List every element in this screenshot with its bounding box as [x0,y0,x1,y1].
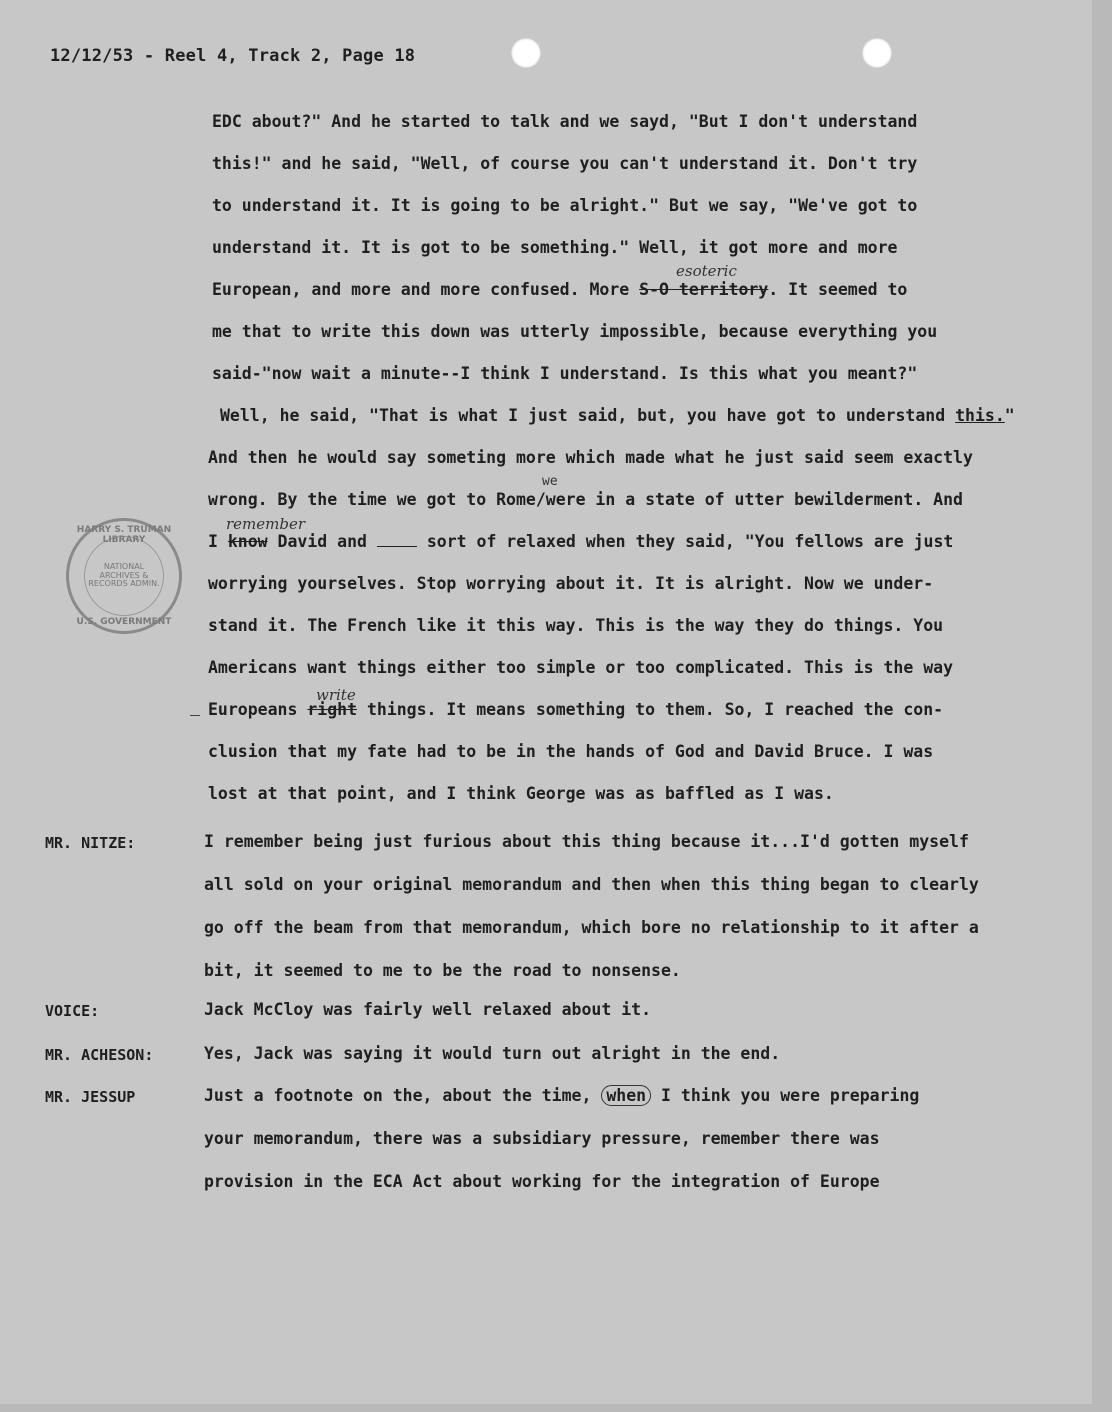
stamp-inner-text: NATIONAL ARCHIVES & RECORDS ADMIN. [84,536,164,616]
body-line: Americans want things either too simple or too complicated. This is the way [208,658,954,677]
body-line [208,700,943,719]
body-line [208,532,953,551]
body-line: understand it. It is got to be something." Well, it got more and more [212,238,898,257]
dialogue-line: your memorandum, there was a subsidiary pressure, remember there was [204,1129,880,1148]
stamp-ring-bottom: U.S. GOVERNMENT [76,617,172,627]
text-segment: Well, he said, "That is what I just said, but, you have got to understand [220,406,956,425]
body-line: lost at that point, and I think George was as baffled as I was. [208,784,834,803]
annotation-we: we [542,474,558,489]
text-segment: wrong. By the time we got to Rome [208,490,536,509]
blank-line [377,534,417,547]
body-line: said-"now wait a minute--I think I understand. Is this what you meant?" [212,364,918,383]
text-segment: sort of relaxed when they said, "You fellows are just [416,532,954,551]
speaker-label: VOICE: [45,1002,100,1020]
dialogue-line: Jack McCloy was fairly well relaxed about it. [204,1000,652,1019]
text-segment: Just a footnote on the, about the time, [204,1086,602,1105]
text-segment: . It seemed to [768,280,908,299]
text-segment: European, and more and more confused. More [212,280,640,299]
body-line: And then he would say someting more which made what he just said seem exactly [208,448,973,467]
dialogue-line: all sold on your original memorandum and then when this thing began to clearly [204,875,979,894]
dialogue-line: I remember being just furious about this thing because it...I'd gotten myself [204,832,969,851]
dialogue-line: go off the beam from that memorandum, which bore no relationship to it after a [204,918,979,937]
text-segment: I [208,532,228,551]
dialogue-line: bit, it seemed to me to be the road to nonsense. [204,961,681,980]
body-line [212,280,907,299]
dialogue-line: Yes, Jack was saying it would turn out alright in the end. [204,1044,781,1063]
text-segment: " [1004,406,1015,425]
annotation-remember: remember [226,515,306,533]
dialogue-line [204,1086,919,1105]
body-line: EDC about?" And he started to talk and we sayd, "But I don't understand [212,112,918,131]
body-line [220,406,1015,425]
body-line [208,490,963,509]
annotation-write: write [316,686,356,704]
body-line: me that to write this down was utterly impossible, because everything you [212,322,938,341]
dialogue-line: provision in the ECA Act about working for the integration of Europe [204,1172,880,1191]
speaker-label: MR. JESSUP [45,1088,136,1106]
body-line: stand it. The French like it this way. This is the way they do things. You [208,616,944,635]
text-segment: right [307,700,358,719]
text-segment: when [601,1085,651,1106]
annotation-esoteric: esoteric [676,262,737,280]
text-segment: things. It means something to them. So, I reached the con- [357,700,944,719]
punch-hole-right [862,38,892,68]
page-header: 12/12/53 - Reel 4, Track 2, Page 18 [50,46,416,66]
body-line: clusion that my fate had to be in the hands of God and David Bruce. I was [208,742,934,761]
text-segment: Europeans [208,700,308,719]
margin-dash [190,715,200,716]
text-segment: this. [955,406,1005,425]
punch-hole-left [511,38,541,68]
text-segment: David and [267,532,377,551]
library-stamp [66,518,182,634]
text-segment: /were in a state of utter bewilderment. And [535,490,963,509]
speaker-label: MR. NITZE: [45,834,136,852]
body-line: this!" and he said, "Well, of course you can't understand it. Don't try [212,154,918,173]
body-line: worrying yourselves. Stop worrying about it. It is alright. Now we under- [208,574,934,593]
text-segment: I think you were preparing [651,1086,920,1105]
text-segment: S-O territory [639,280,769,299]
stamp-ring-top: HARRY S. TRUMAN LIBRARY [76,525,172,545]
text-segment: know [227,532,268,551]
body-line: to understand it. It is going to be alright." But we say, "We've got to [212,196,918,215]
speaker-label: MR. ACHESON: [45,1046,154,1064]
